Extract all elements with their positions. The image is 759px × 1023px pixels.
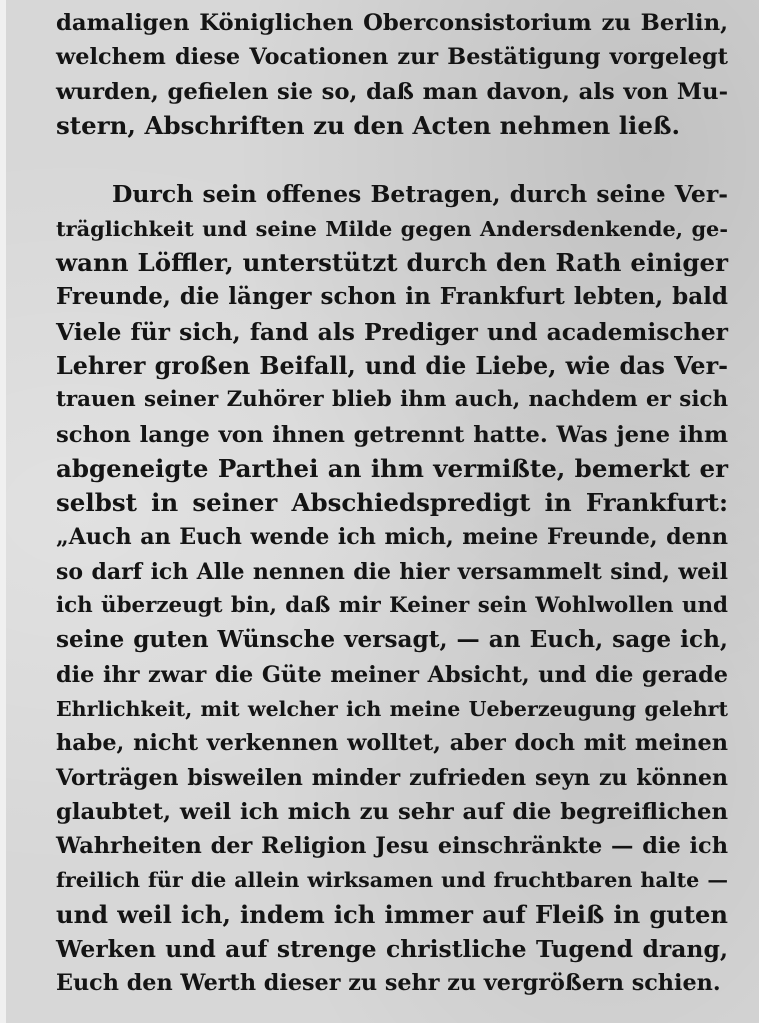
text-line: Vorträgen bisweilen minder zufrieden seyn zu können <box>56 764 728 791</box>
page-edge <box>0 0 6 1023</box>
text-line: trauen seiner Zuhörer blieb ihm auch, nachdem er sich <box>56 387 728 413</box>
text-line: freilich für die allein wirksamen und fruchtbaren halte — <box>56 868 728 893</box>
text-line: und weil ich, indem ich immer auf Fleiß in guten <box>56 899 728 929</box>
text-line: selbst in seiner Abschiedspredigt in Frankfurt: <box>56 488 728 518</box>
text-line: Euch den Werth dieser zu sehr zu vergrößern schien. <box>56 970 721 997</box>
text-line: Durch sein offenes Betragen, durch seine Ver- <box>112 180 728 209</box>
text-line: abgeneigte Parthei an ihm vermißte, bemerkt er <box>56 453 728 483</box>
text-line: Freunde, die länger schon in Frankfurt lebten, bald <box>56 283 728 311</box>
text-line: Lehrer großen Beifall, und die Liebe, wie das Ver- <box>56 351 728 380</box>
text-line: damaligen Königlichen Oberconsistorium zu Berlin, <box>56 10 728 36</box>
text-line: Ehrlichkeit, mit welcher ich meine Ueberzeugung gelehrt <box>56 696 728 721</box>
text-line: ich überzeugt bin, daß mir Keiner sein Wohlwollen und <box>56 593 728 619</box>
text-line: so darf ich Alle nennen die hier versammelt sind, weil <box>56 558 728 585</box>
text-line: wann Löffler, unterstützt durch den Rath einiger <box>56 248 728 278</box>
text-line: „Auch an Euch wende ich mich, meine Freunde, denn <box>56 524 728 551</box>
text-line: glaubtet, weil ich mich zu sehr auf die begreiflichen <box>56 798 728 825</box>
text-line: wurden, gefielen sie so, daß man davon, als von Mu- <box>56 78 728 105</box>
text-line: Wahrheiten der Religion Jesu einschränkte — die ich <box>56 833 728 860</box>
text-line: Werken und auf strenge christliche Tugend drang, <box>56 935 728 964</box>
text-line: stern, Abschriften zu den Acten nehmen ließ. <box>56 110 681 140</box>
text-line: welchem diese Vocationen zur Bestätigung vorgelegt <box>56 44 728 71</box>
blank-line <box>56 143 728 177</box>
text-line: Viele für sich, fand als Prediger und academischer <box>56 317 728 346</box>
text-line: seine guten Wünsche versagt, — an Euch, sage ich, <box>56 626 728 654</box>
text-line: die ihr zwar die Güte meiner Absicht, und die gerade <box>56 661 728 688</box>
text-line: träglichkeit und seine Milde gegen Andersdenkende, ge- <box>56 215 728 241</box>
text-line: habe, nicht verkennen wolltet, aber doch mit meinen <box>56 730 728 757</box>
text-line: schon lange von ihnen getrennt hatte. Was jene ihm <box>56 421 728 448</box>
text-block <box>56 6 728 1001</box>
